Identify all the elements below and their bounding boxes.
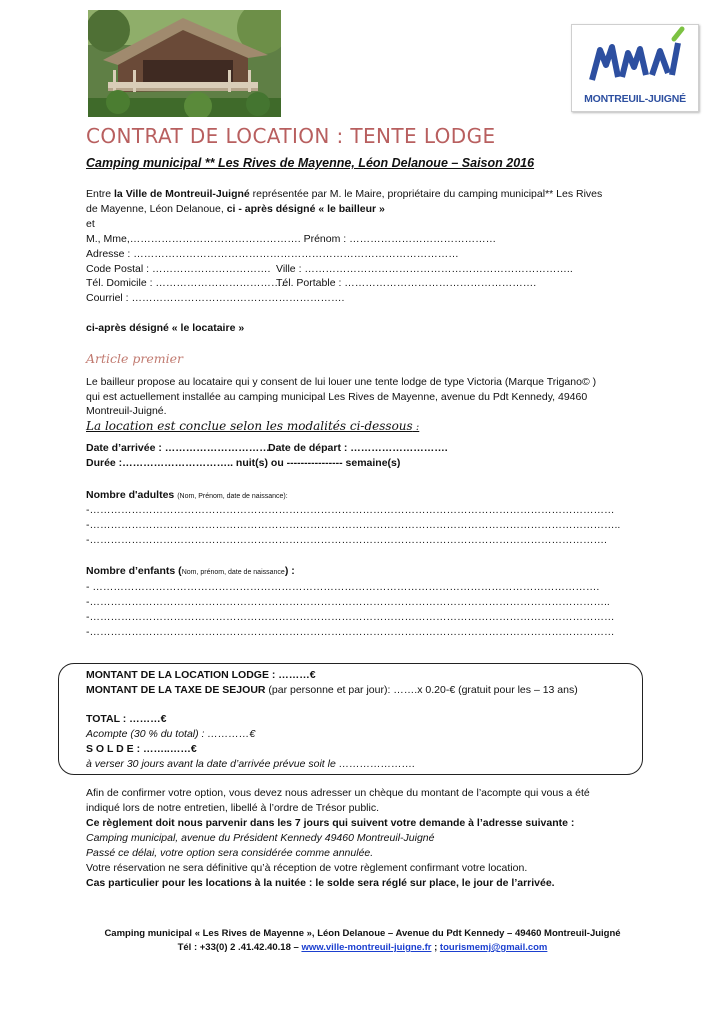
verser-note: à verser 30 jours avant la date d’arrivée prévue soit le …………………. xyxy=(86,758,416,770)
article-text-1: Le bailleur propose au locataire qui y consent de lui louer une tente lodge de type Victoria (Marque Trigano© ) xyxy=(86,376,597,388)
website-link[interactable]: www.ville-montreuil-juigne.fr xyxy=(301,942,432,953)
intro-line-1: Entre la Ville de Montreuil-Juigné représentée par M. le Maire, propriétaire du camping municipal** Les Rives xyxy=(86,188,603,200)
field-adresse[interactable]: Adresse : ………………………………………………………………………………… xyxy=(86,248,459,260)
total: TOTAL : ………€ xyxy=(86,713,167,725)
email-link[interactable]: tourismemj@gmail.com xyxy=(439,942,548,953)
footer-address: Camping municipal « Les Rives de Mayenne », Léon Delanoue – Avenue du Pdt Kennedy – 49460 Montreuil-Juigné xyxy=(104,928,621,939)
field-date-depart[interactable]: Date de départ : ………………………. xyxy=(268,442,448,454)
page-title: CONTRAT DE LOCATION : TENTE LODGE xyxy=(86,124,496,148)
logo-mark-icon xyxy=(572,25,698,95)
solde: S O L D E : ……..……€ xyxy=(86,743,197,755)
montreuil-juigne-logo xyxy=(571,24,699,112)
enfant-line[interactable]: -………………………………………………………………………………………………………………………………….. xyxy=(86,596,610,608)
field-duree[interactable]: Durée :………………………….. nuit(s) ou ---------------- semaine(s) xyxy=(86,457,401,469)
closing-1: Afin de confirmer votre option, vous devez nous adresser un chèque du montant de l’acompte qui vous a été xyxy=(86,787,590,799)
closing-7: Cas particulier pour les locations à la nuitée : le solde sera réglé sur place, le jour de l’arrivée. xyxy=(86,877,555,889)
modalites-heading: La location est conclue selon les modalités ci-dessous : xyxy=(86,419,420,433)
article-text-3: Montreuil-Juigné. xyxy=(86,405,167,417)
locataire-label: ci-après désigné « le locataire » xyxy=(86,322,245,334)
logo-text: MONTREUIL-JUIGNÉ xyxy=(584,93,686,105)
field-tel-domicile[interactable]: Tél. Domicile : ……………………………….. xyxy=(86,277,288,289)
adulte-line[interactable]: -…………………………………………………………………………………………………………………………………. xyxy=(86,534,607,546)
enfants-label: Nombre d’enfants (Nom, prénom, date de naissance) : xyxy=(86,565,295,577)
adulte-line[interactable]: -…………………………………………………………………………………………………………………………………… xyxy=(86,504,615,516)
tent-lodge-photo xyxy=(88,10,281,117)
closing-5: Passé ce délai, votre option sera considérée comme annulée. xyxy=(86,847,374,859)
closing-4: Camping municipal, avenue du Président Kennedy 49460 Montreuil-Juigné xyxy=(86,832,435,844)
field-name[interactable]: M., Mme,…………………………………………. Prénom : …………………………………… xyxy=(86,233,497,245)
montant-location: MONTANT DE LA LOCATION LODGE : ………€ xyxy=(86,669,316,681)
article-heading: Article premier xyxy=(86,351,183,366)
adultes-label: Nombre d'adultes (Nom, Prénom, date de naissance): xyxy=(86,489,288,501)
article-text-2: qui est actuellement installée au camping municipal Les Rives de Mayenne, avenue du Pdt Kennedy, 49460 xyxy=(86,391,588,403)
field-courriel[interactable]: Courriel : ……………………………………………………. xyxy=(86,292,345,304)
acompte: Acompte (30 % du total) : …………€ xyxy=(86,728,256,740)
field-date-arrivee[interactable]: Date d’arrivée : …………………………. xyxy=(86,442,273,454)
intro-line-2: de Mayenne, Léon Delanoue, ci - après désigné « le bailleur » xyxy=(86,203,385,215)
enfant-line[interactable]: - ………………………………………………………………………………………………………………………………. xyxy=(86,581,600,593)
closing-3: Ce règlement doit nous parvenir dans les 7 jours qui suivent votre demande à l’adresse suivante : xyxy=(86,817,575,829)
adulte-line[interactable]: -…………………………………………………………………………………………………………………………………….. xyxy=(86,519,621,531)
closing-2: indiqué lors de notre entretien, libellé à l’ordre de Trésor public. xyxy=(86,802,380,814)
intro-et: et xyxy=(86,218,95,230)
closing-6: Votre réservation ne sera définitive qu’à réception de votre règlement confirmant votre location. xyxy=(86,862,528,874)
page-subtitle: Camping municipal ** Les Rives de Mayenne, Léon Delanoue – Saison 2016 xyxy=(86,156,535,170)
footer-contact: Tél : +33(0) 2 .41.42.40.18 – www.ville-montreuil-juigne.fr ; tourismemj@gmail.com xyxy=(177,942,548,953)
field-code-postal[interactable]: Code Postal : ……………………………. xyxy=(86,263,271,275)
enfant-line[interactable]: -…………………………………………………………………………………………………………………………………… xyxy=(86,611,615,623)
enfant-line[interactable]: -…………………………………………………………………………………………………………………………………… xyxy=(86,626,615,638)
field-tel-portable[interactable]: Tél. Portable : ………………………………………………. xyxy=(276,277,537,289)
montant-taxe: MONTANT DE LA TAXE DE SEJOUR (par personne et par jour): …….x 0.20-€ (gratuit pour les – 13 ans) xyxy=(86,684,578,696)
field-ville[interactable]: Ville : ………………………………………………………………….. xyxy=(276,263,573,275)
